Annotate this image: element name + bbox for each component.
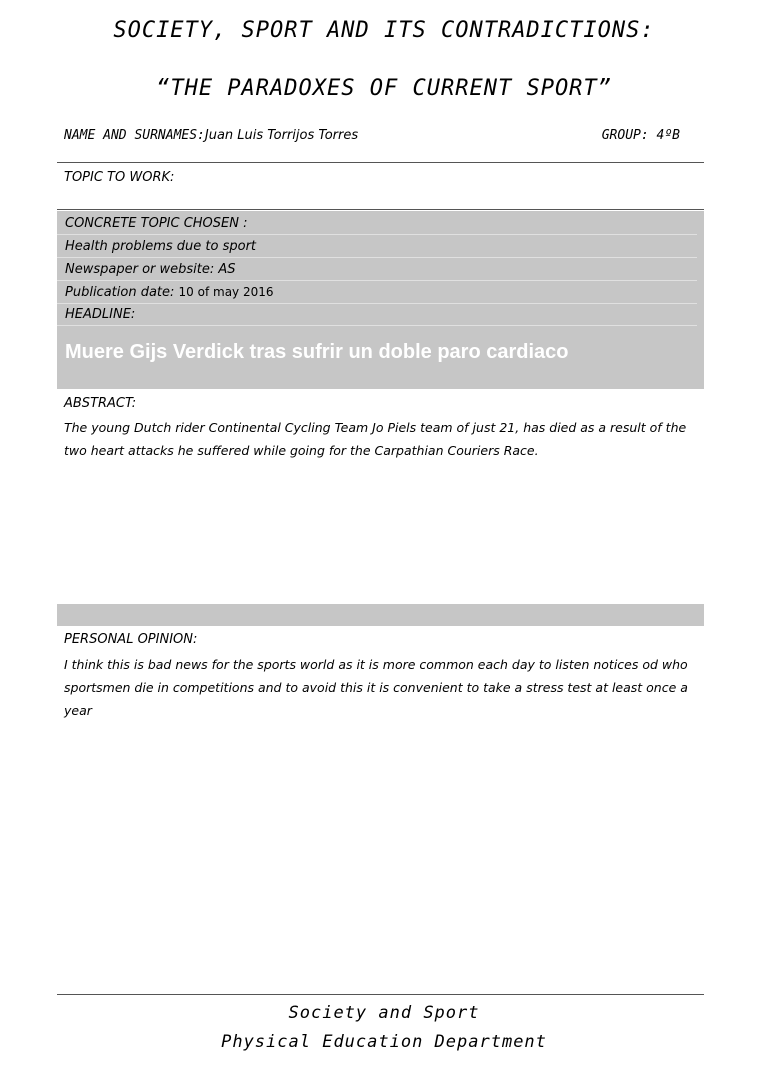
footer-line-2: Physical Education Department (221, 1032, 547, 1052)
document-title: SOCIETY, SPORT AND ITS CONTRADICTIONS: (113, 18, 655, 43)
headline-label: HEADLINE: (65, 307, 136, 322)
name-label: NAME AND SURNAMES: (64, 128, 205, 143)
divider (57, 209, 704, 210)
name-row (64, 128, 680, 143)
abstract-label: ABSTRACT: (64, 396, 137, 411)
divider (57, 280, 697, 281)
section-separator (57, 604, 704, 626)
document-subtitle: “THE PARADOXES OF CURRENT SPORT” (156, 76, 612, 101)
concrete-topic-label: CONCRETE TOPIC CHOSEN : (65, 216, 248, 231)
name-value: Juan Luis Torrijos Torres (204, 128, 359, 143)
footer-line-1: Society and Sport (288, 1003, 480, 1023)
divider (57, 162, 704, 163)
group-value: GROUP: 4ºB (601, 128, 680, 143)
divider (57, 257, 697, 258)
publication-date (65, 285, 274, 300)
concrete-topic-value: Health problems due to sport (65, 239, 257, 254)
opinion-label: PERSONAL OPINION: (64, 632, 198, 647)
publication-date-value: 10 of may 2016 (178, 285, 274, 299)
topic-label: TOPIC TO WORK: (64, 170, 175, 185)
divider (57, 994, 704, 995)
abstract-text: The young Dutch rider Continental Cycling Team Jo Piels team of just 21, has died as a result of the two heart attacks he suffered while going for the Carpathian Couriers Race. (64, 420, 687, 458)
headline-text: Muere Gijs Verdick tras sufrir un doble paro cardiaco (65, 341, 569, 363)
concrete-topic-section (57, 211, 704, 389)
divider (57, 325, 697, 326)
divider (57, 303, 697, 304)
opinion-text: I think this is bad news for the sports world as it is more common each day to listen notices od who sportsmen die in competitions and to avoid this it is convenient to take a stress test at least once a year (64, 657, 688, 718)
publication-date-label: Publication date: (65, 285, 175, 300)
source-value: Newspaper or website: AS (65, 262, 236, 277)
divider (57, 234, 697, 235)
